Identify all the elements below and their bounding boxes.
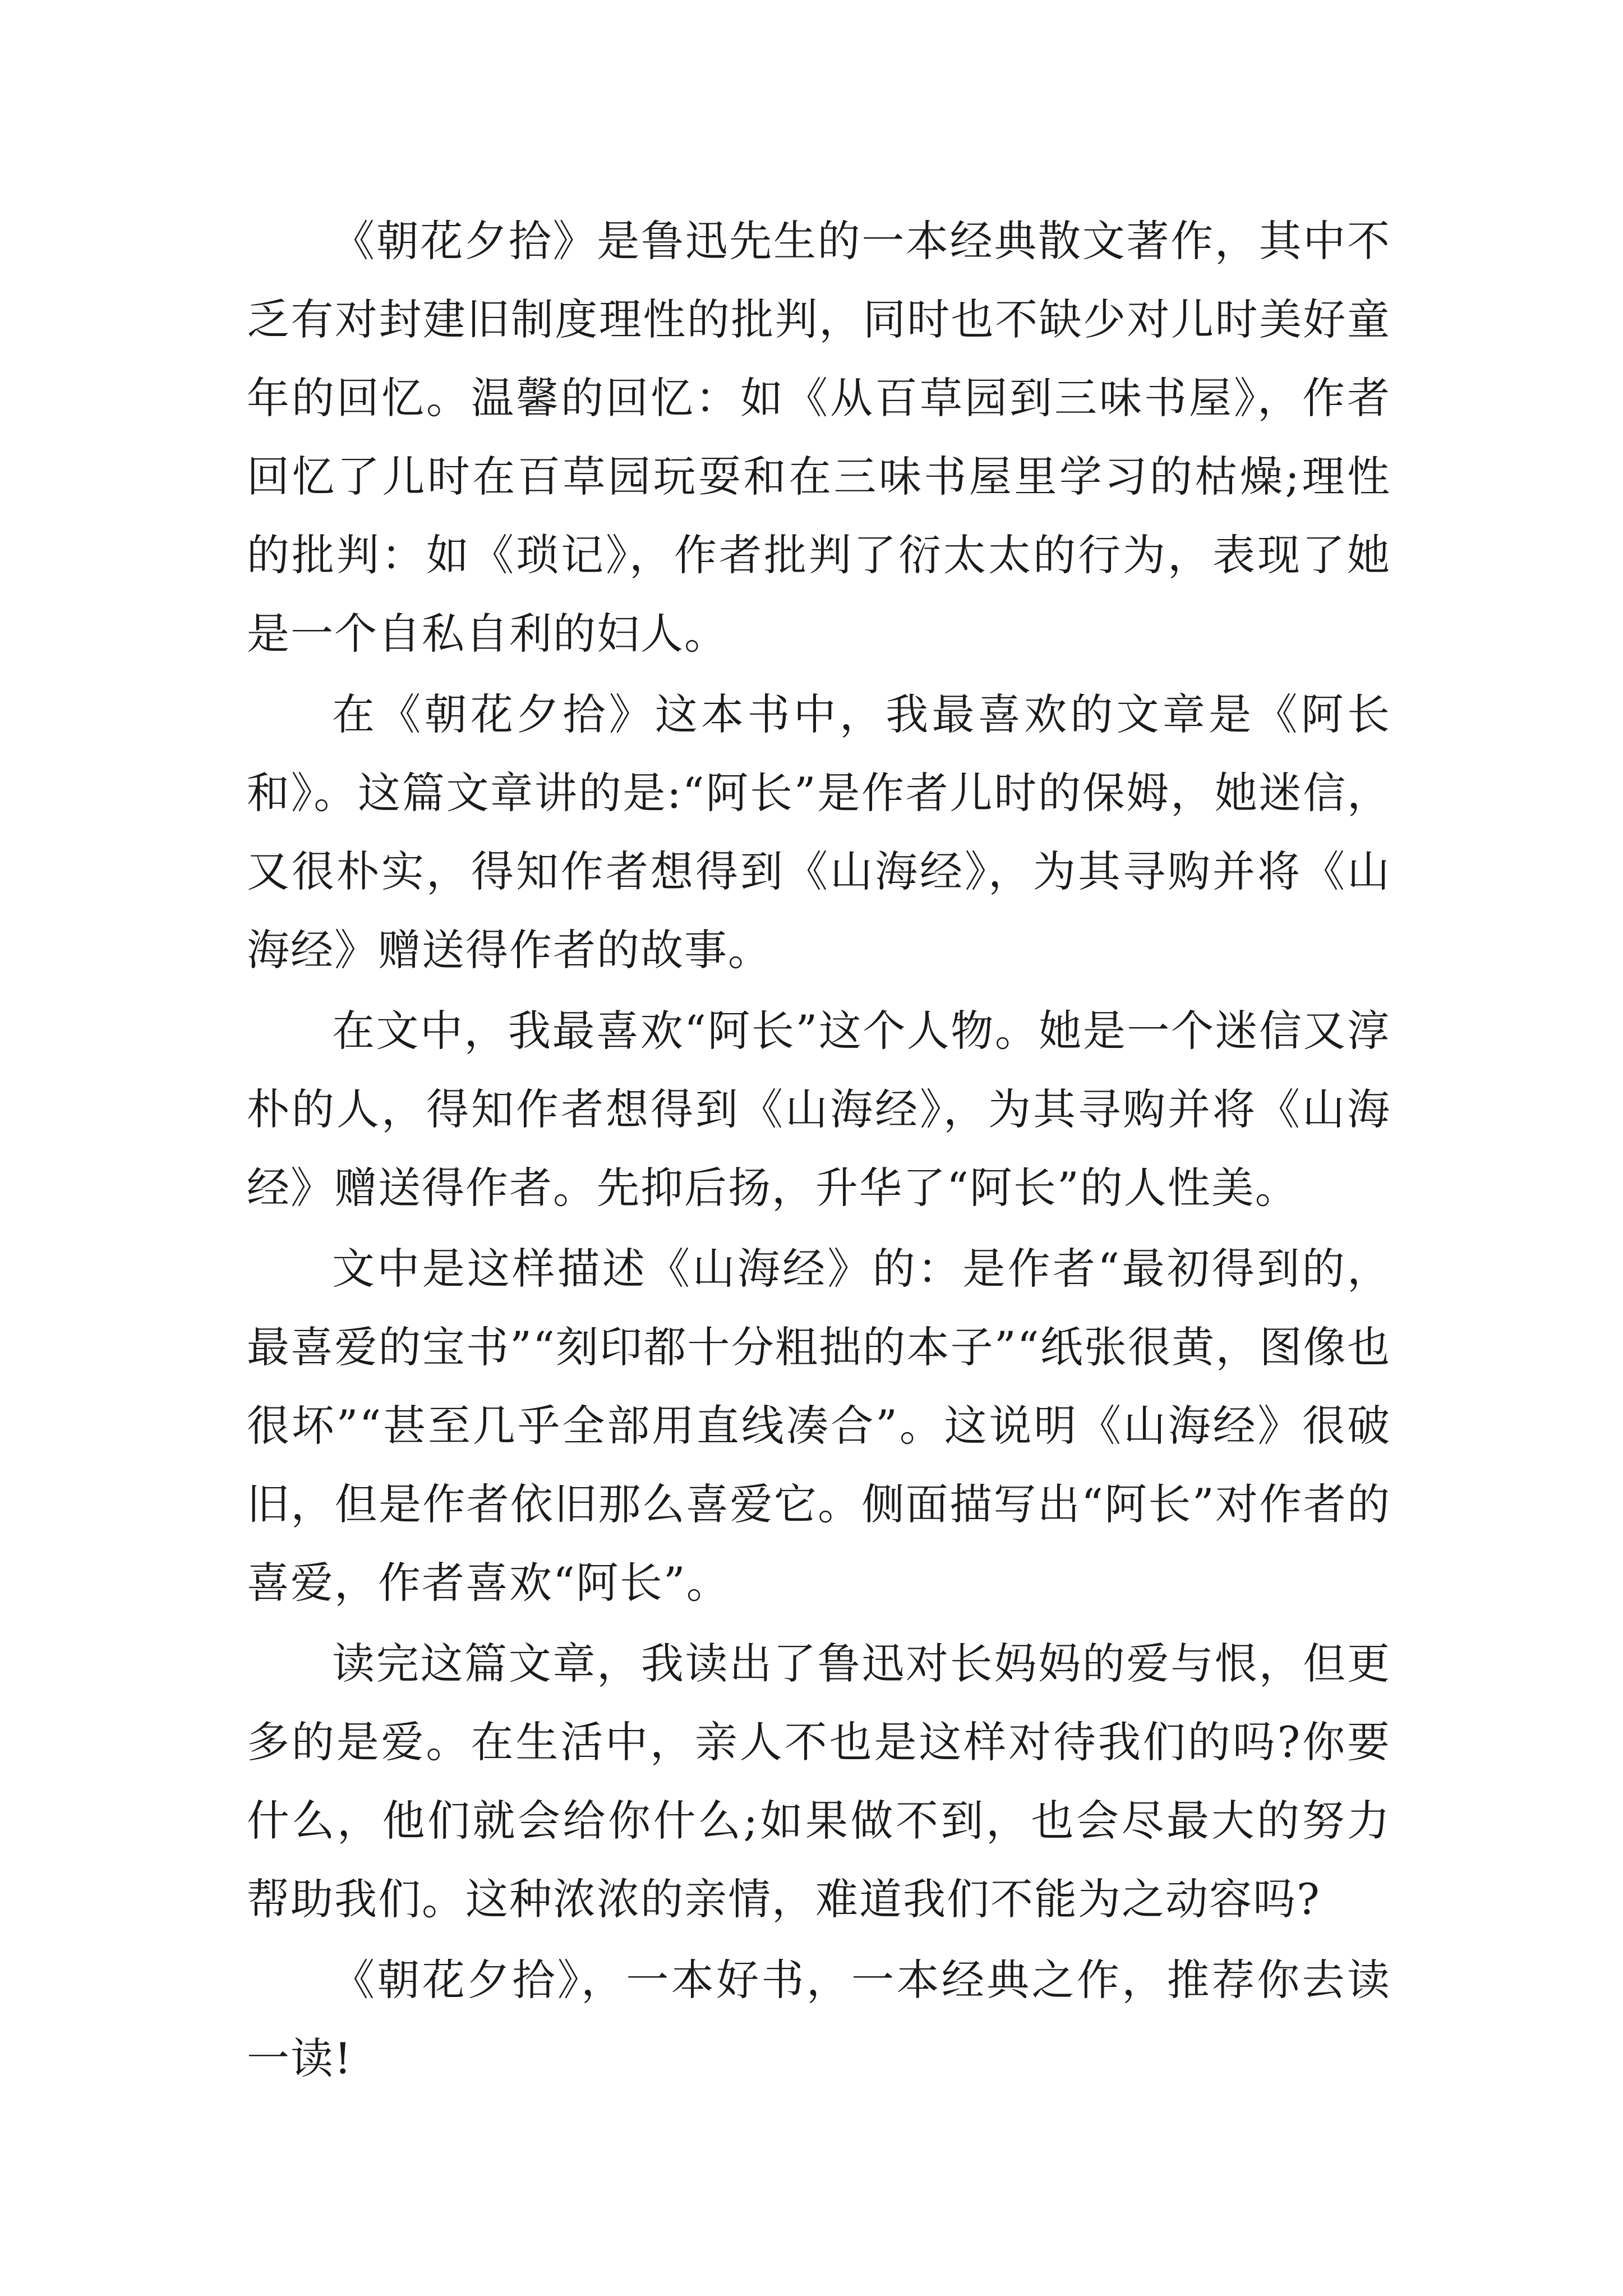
paragraph-4: 文中是这样描述《山海经》的：是作者“最初得到的，最喜爱的宝书”“刻印都十分粗拙的本子”“纸张很黄，图像也很坏”“甚至几乎全部用直线凑合”。这说明《山海经》很破旧，但是作者依旧那么喜爱它。侧面描写出“阿长”对作者的喜爱，作者喜欢“阿长”。 bbox=[247, 1244, 1391, 1608]
paragraph-5: 读完这篇文章，我读出了鲁迅对长妈妈的爱与恨，但更多的是爱。在生活中，亲人不也是这样对待我们的吗?你要什么，他们就会给你什么;如果做不到，也会尽最大的努力帮助我们。这种浓浓的亲情，难道我们不能为之动容吗? bbox=[247, 1639, 1391, 1924]
document-body bbox=[247, 202, 1391, 2100]
paragraph-3: 在文中，我最喜欢“阿长”这个人物。她是一个迷信又淳朴的人，得知作者想得到《山海经》，为其寻购并将《山海经》赠送得作者。先抑后扬，升华了“阿长”的人性美。 bbox=[247, 1006, 1391, 1213]
paragraph-6: 《朝花夕拾》，一本好书，一本经典之作，推荐你去读一读! bbox=[247, 1955, 1391, 2083]
paragraph-2: 在《朝花夕拾》这本书中，我最喜欢的文章是《阿长和》。这篇文章讲的是:“阿长”是作者儿时的保姆，她迷信，又很朴实，得知作者想得到《山海经》，为其寻购并将《山海经》赠送得作者的故事。 bbox=[247, 689, 1391, 975]
paragraph-1: 《朝花夕拾》是鲁迅先生的一本经典散文著作，其中不乏有对封建旧制度理性的批判，同时也不缺少对儿时美好童年的回忆。温馨的回忆：如《从百草园到三味书屋》，作者回忆了儿时在百草园玩耍和在三味书屋里学习的枯燥;理性的批判：如《琐记》，作者批判了衍太太的行为，表现了她是一个自私自利的妇人。 bbox=[247, 216, 1391, 659]
